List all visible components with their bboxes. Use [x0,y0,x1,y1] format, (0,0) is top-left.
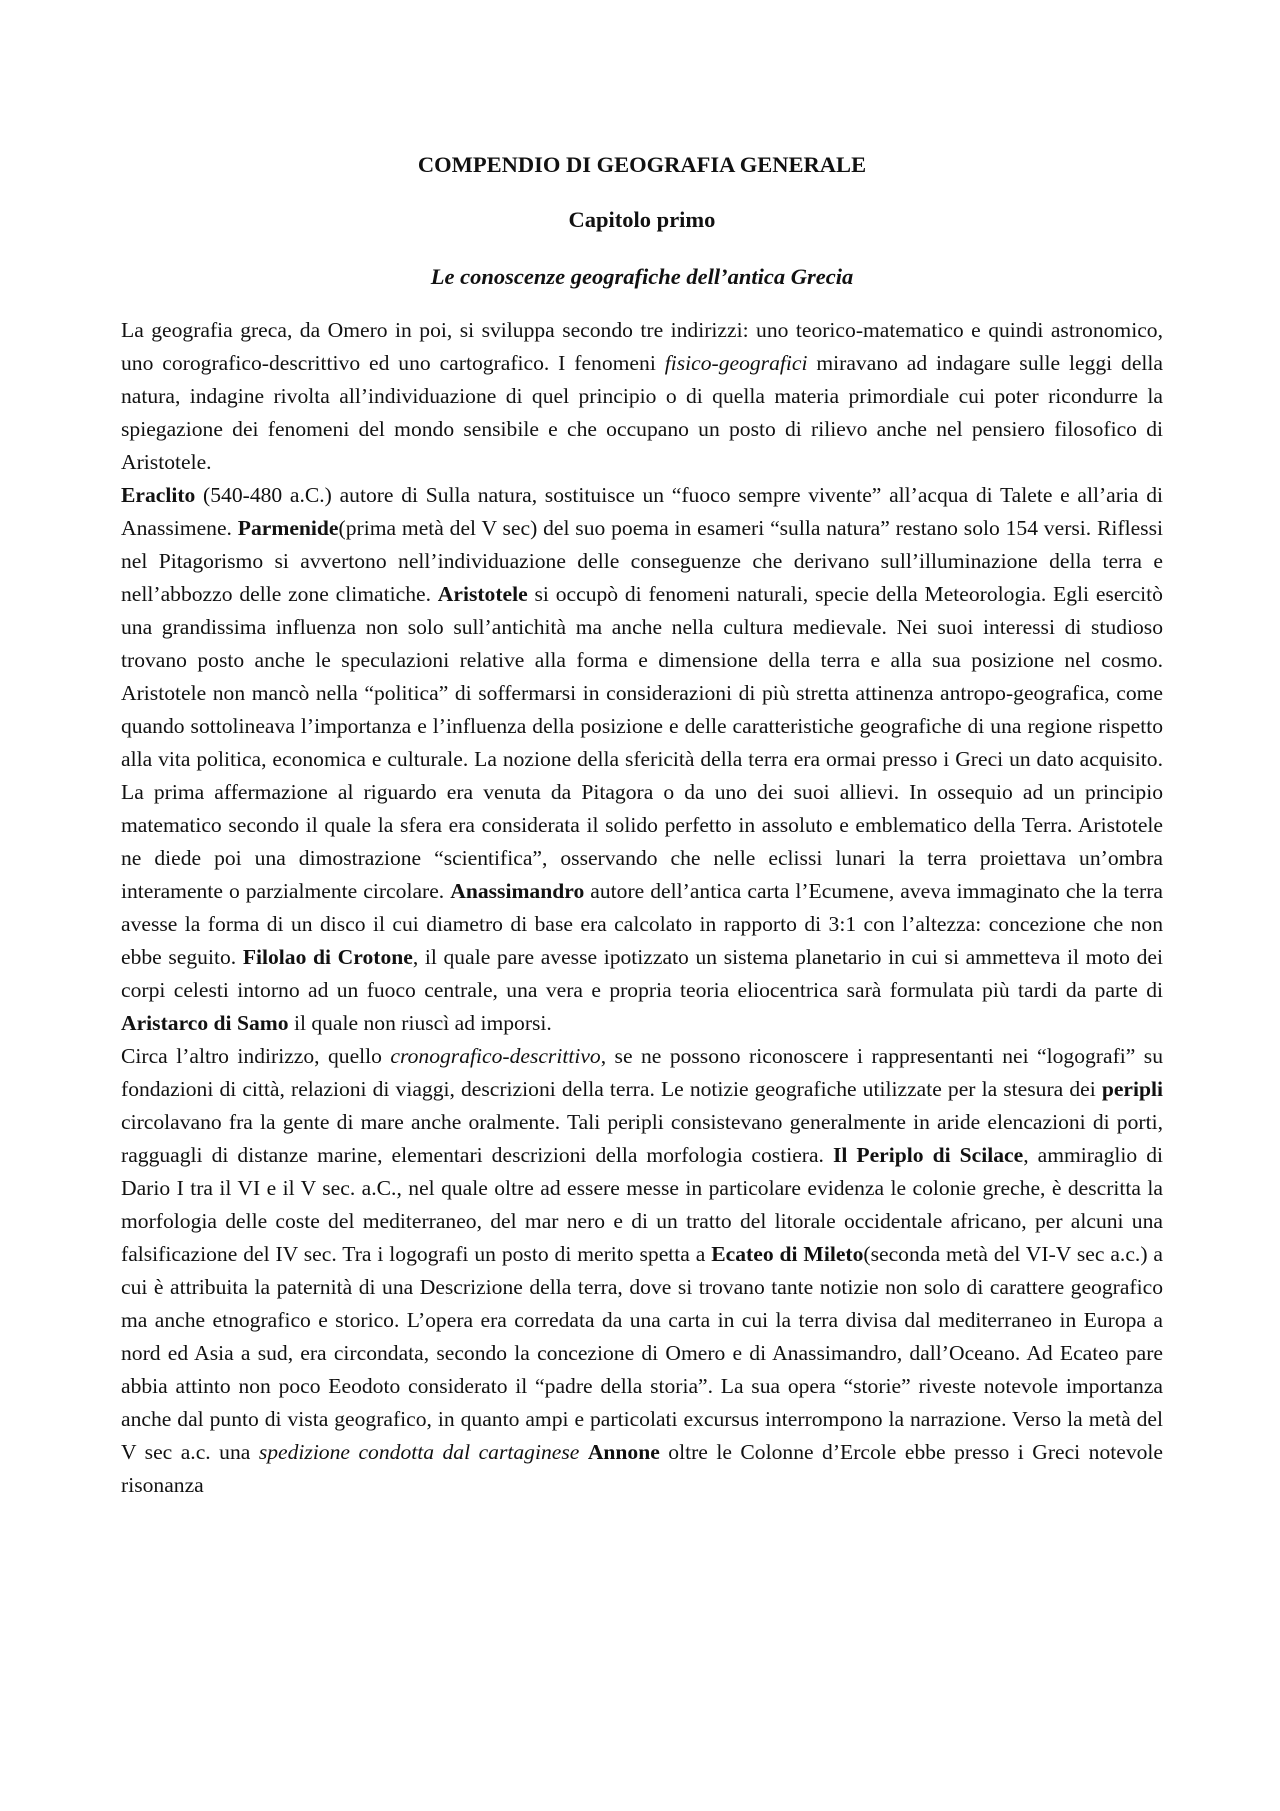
bold-term: Aristotele [437,582,528,606]
text-run: oltre le Colonne d’Ercole ebbe presso i Greci notevole risonanza [121,1440,1164,1497]
text-run: La geografia greca, da Omero in poi, si sviluppa secondo tre indirizzi: uno teorico-matematico e quindi astronomico, uno corografico-descrittivo ed uno cartografico. I fenomeni [121,318,1163,375]
text-run: Circa l’altro indirizzo, quello [121,1044,391,1068]
bold-term: Il Periplo di Scilace [832,1143,1024,1167]
document-title: COMPENDIO DI GEOGRAFIA GENERALE [417,152,867,177]
text-run [579,1440,587,1464]
text-run: , se ne possono riconoscere i rappresentanti nei “logografi” su fondazioni di città, relazioni di viaggi, descrizioni della terra. Le notizie geografiche utilizzate per la stesura dei [121,1044,1163,1101]
bold-term: Parmenide [237,516,339,540]
chapter-heading: Capitolo primo [568,207,716,232]
text-run: , ammiraglio di Dario I tra il VI e il V sec. a.C., nel quale oltre ad essere messe in particolare evidenza le colonie greche, è descritta la morfologia delle coste del mediterraneo, del mar nero e di un tratto del litorale occidentale africano, per alcuni una falsificazione del IV sec. Tra i logografi un posto di merito spetta a [121,1143,1163,1266]
text-run: , il quale pare avesse ipotizzato un sistema planetario in cui si ammetteva il moto dei corpi celesti intorno ad un fuoco centrale, una vera e propria teoria eliocentrica sarà formulata più tardi da parte di [121,945,1163,1002]
text-run: miravano ad indagare sulle leggi della natura, indagine rivolta all’individuazione di quel principio o di quella materia primordiale cui poter ricondurre la spiegazione dei fenomeni del mondo sensibile e che occupano un posto di rilievo anche nel pensiero filosofico di Aristotele. [121,351,1164,474]
text-run: (seconda metà del VI-V sec a.c.) a cui è attribuita la paternità di una Descrizione della terra, dove si trovano tante notizie non solo di carattere geografico ma anche etnografico e storico. L’opera era corredata da una carta in cui la terra divisa dal mediterraneo in Europa a nord ed Asia a sud, era circondata, secondo la concezione di Omero e di Anassimandro, dall’Oceano. Ad Ecateo pare abbia attinto non poco Eeodoto considerato il “padre della storia”. La sua opera “storie” riveste notevole importanza anche dal punto di vista geografico, in quanto ampi e particolati excursus interrompono la narrazione. Verso la metà del V sec a.c. una [121,1242,1163,1464]
body-text [121,314,1163,1502]
bold-term: Filolao di Crotone [242,945,413,969]
text-run: circolavano fra la gente di mare anche oralmente. Tali peripli consistevano generalmente in aride elencazioni di porti, ragguagli di distanze marine, elementari descrizioni della morfologia costiera. [121,1110,1163,1167]
italic-term: fisico-geografici [664,351,808,375]
bold-term: Annone [587,1440,660,1464]
chapter-subtitle: Le conoscenze geografiche dell’antica Grecia [430,264,854,289]
bold-term: Eraclito [121,483,196,507]
bold-term: Ecateo di Mileto [711,1242,864,1266]
bold-term: peripli [1101,1077,1163,1101]
bold-term: Aristarco di Samo [121,1011,289,1035]
text-run: (540-480 a.C.) autore di Sulla natura, sostituisce un “fuoco sempre vivente” all’acqua di Talete e all’aria di Anassimene. [121,483,1163,540]
text-run: si occupò di fenomeni naturali, specie della Meteorologia. Egli esercitò una grandissima influenza non solo sull’antichità ma anche nella cultura medievale. Nei suoi interessi di studioso trovano posto anche le speculazioni relative alla forma e dimensione della terra e alla sua posizione nel cosmo. Aristotele non mancò nella “politica” di soffermarsi in considerazioni di più stretta attinenza antropo-geografica, come quando sottolineava l’importanza e l’influenza della posizione e delle caratteristiche geografiche di una regione rispetto alla vita politica, economica e culturale. La nozione della sfericità della terra era ormai presso i Greci un dato acquisito. La prima affermazione al riguardo era venuta da Pitagora o da uno dei suoi allievi. In ossequio ad un principio matematico secondo il quale la sfera era considerata il solido perfetto in assoluto e emblematico della Terra. Aristotele ne diede poi una dimostrazione “scientifica”, osservando che nelle eclissi lunari la terra proiettava un’ombra interamente o parzialmente circolare. [121,582,1163,903]
paragraph-2 [121,479,1163,1040]
text-run: autore dell’antica carta l’Ecumene, aveva immaginato che la terra avesse la forma di un disco il cui diametro di base era calcolato in rapporto di 3:1 con l’altezza: concezione che non ebbe seguito. [121,879,1163,969]
paragraph-1 [121,314,1163,479]
paragraph-3 [121,1040,1163,1502]
text-run: (prima metà del V sec) del suo poema in esameri “sulla natura” restano solo 154 versi. Riflessi nel Pitagorismo si avvertono nell’individuazione delle conseguenze che derivano sull’illuminazione della terra e nell’abbozzo delle zone climatiche. [121,516,1163,606]
italic-term: spedizione condotta dal cartaginese [258,1440,580,1464]
italic-term: cronografico-descrittivo [390,1044,601,1068]
text-run: il quale non riuscì ad imporsi. [288,1011,552,1035]
bold-term: Anassimandro [450,879,585,903]
